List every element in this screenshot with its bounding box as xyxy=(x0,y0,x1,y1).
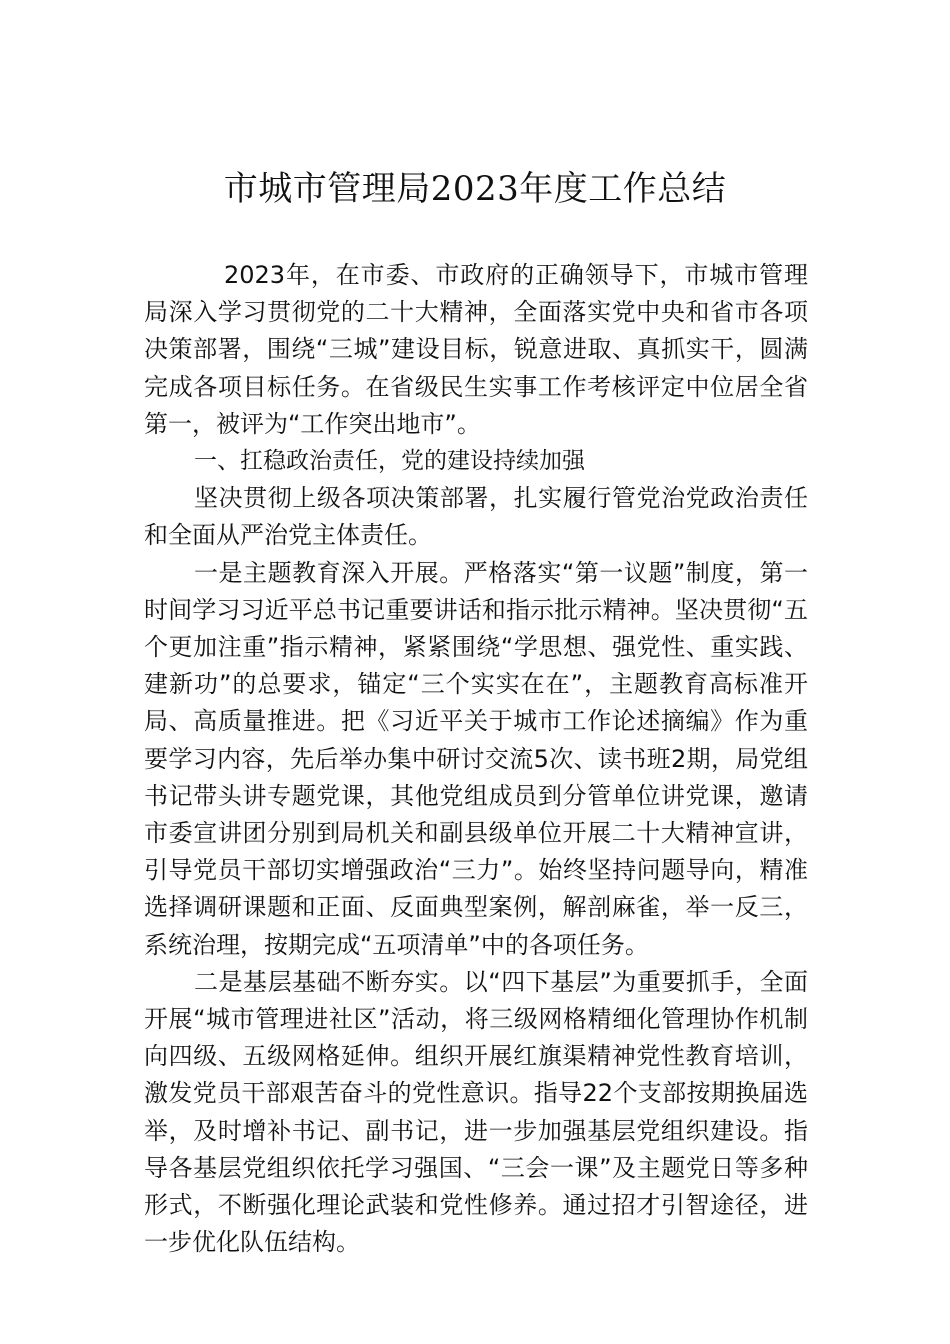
document-body xyxy=(144,257,808,1261)
section-lead-paragraph: 坚决贯彻上级各项决策部署，扎实履行管党治党政治责任和全面从严治党主体责任。 xyxy=(144,484,808,550)
intro-paragraph: 2023年，在市委、市政府的正确领导下，市城市管理局深入学习贯彻党的二十大精神，全面落实党中央和省市各项决策部署，围绕“三城”建设目标，锐意进取、真抓实干，圆满完成各项目标任务。在省级民生实事工作考核评定中位居全省第一，被评为“工作突出地市”。 xyxy=(144,261,808,438)
item-paragraph-2: 二是基层基础不断夯实。以“四下基层”为重要抓手，全面开展“城市管理进社区”活动，将三级网格精细化管理协作机制向四级、五级网格延伸。组织开展红旗渠精神党性教育培训，激发党员干部艰苦奋斗的党性意识。指导22个支部按期换届选举，及时增补书记、副书记，进一步加强基层党组织建设。指导各基层党组织依托学习强国、“三会一课”及主题党日等多种形式，不断强化理论武装和党性修养。通过招才引智途径，进一步优化队伍结构。 xyxy=(144,967,808,1257)
section-heading-1: 一、扛稳政治责任，党的建设持续加强 xyxy=(194,448,585,475)
document-title: 市城市管理局2023年度工作总结 xyxy=(223,169,727,209)
item-paragraph-1: 一是主题教育深入开展。严格落实“第一议题”制度，第一时间学习习近平总书记重要讲话和指示批示精神。坚决贯彻“五个更加注重”指示精神，紧紧围绕“学思想、强党性、重实践、建新功”的总要求，锚定“三个实实在在”，主题教育高标准开局、高质量推进。把《习近平关于城市工作论述摘编》作为重要学习内容，先后举办集中研讨交流5次、读书班2期，局党组书记带头讲专题党课，其他党组成员到分管单位讲党课，邀请市委宣讲团分别到局机关和副县级单位开展二十大精神宣讲，引导党员干部切实增强政治“三力”。始终坚持问题导向，精准选择调研课题和正面、反面典型案例，解剖麻雀，举一反三，系统治理，按期完成“五项清单”中的各项任务。 xyxy=(144,558,808,959)
